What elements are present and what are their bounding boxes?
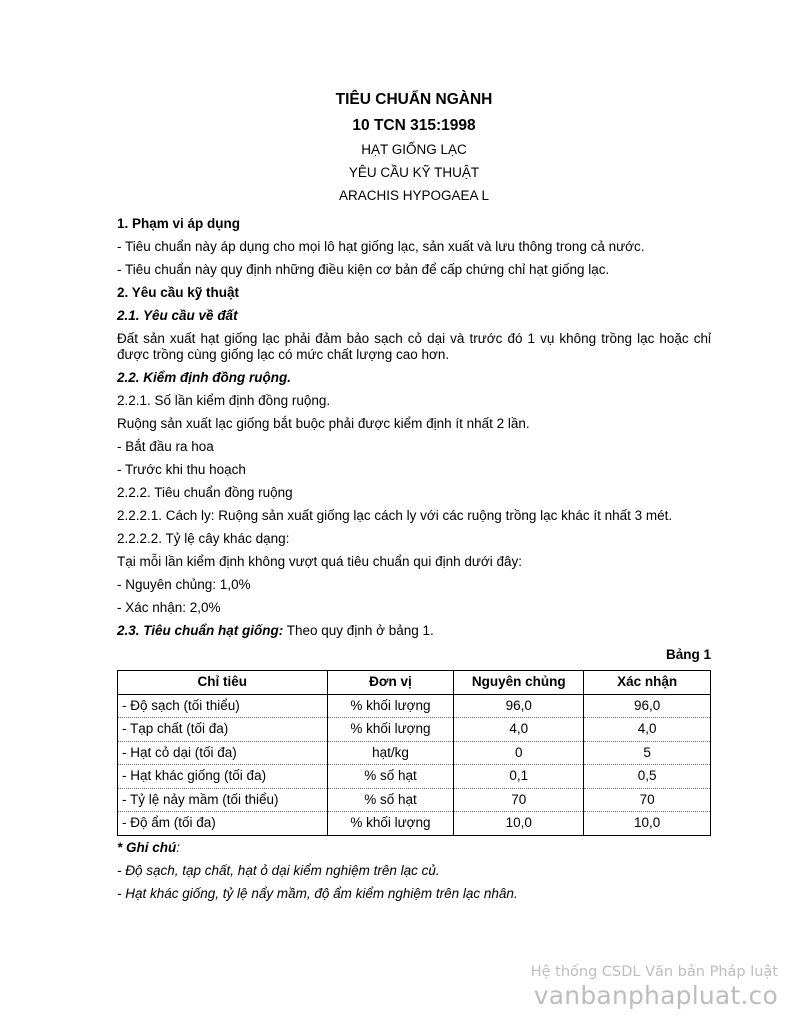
table-cell: - Hạt cỏ dại (tối đa): [118, 741, 328, 765]
document-subtitle-2: YÊU CẦU KỸ THUẬT: [348, 165, 480, 180]
notes-label: [117, 840, 711, 856]
table-cell: 70: [454, 788, 584, 812]
section-2-heading: 2. Yêu cầu kỹ thuật: [117, 285, 240, 300]
table-cell: 4,0: [454, 718, 584, 742]
note-1: - Độ sạch, tạp chất, hạt ỏ dại kiểm nghiệm trên lạc củ.: [117, 862, 440, 878]
table-cell: % số hạt: [327, 788, 454, 812]
table-caption: Bảng 1: [665, 647, 711, 662]
notes-label-colon: :: [176, 839, 181, 855]
table-row: [118, 741, 711, 765]
table-cell: 0: [454, 741, 584, 765]
table-row: [118, 812, 711, 836]
document-page: [117, 92, 711, 902]
table-cell: hạt/kg: [327, 741, 454, 765]
section-2-2-2-1: 2.2.2.1. Cách ly: Ruộng sản xuất giống lạc cách ly với các ruộng trồng lạc khác ít nhất 3 mét.: [117, 508, 673, 523]
section-1-paragraph-1: - Tiêu chuẩn này áp dụng cho mọi lô hạt giống lạc, sản xuất và lưu thông trong cả nước.: [117, 239, 645, 254]
table-cell: - Độ ẩm (tối đa): [118, 812, 328, 836]
table-header-cell: Đơn vị: [327, 671, 454, 695]
table-cell: 5: [584, 741, 711, 765]
table-cell: - Độ sạch (tối thiểu): [118, 694, 328, 718]
table-header-cell: Xác nhận: [584, 671, 711, 695]
section-1-heading: 1. Phạm vi áp dụng: [117, 216, 241, 231]
section-2-1-heading: 2.1. Yêu cầu về đất: [117, 308, 238, 323]
section-2-2-1-item-2: - Trước khi thu hoạch: [117, 462, 246, 477]
section-2-3-heading: 2.3. Tiêu chuẩn hạt giống:: [117, 623, 284, 638]
section-2-2-heading: 2.2. Kiểm định đồng ruộng.: [117, 370, 291, 385]
table-row: [118, 718, 711, 742]
document-subtitle-1: HẠT GIỐNG LẠC: [361, 142, 467, 157]
watermark-line-1: Hệ thống CSDL Văn bản Pháp luật: [530, 964, 778, 980]
document-title: TIÊU CHUẨN NGÀNH: [335, 91, 493, 108]
table-cell: 10,0: [454, 812, 584, 836]
table-cell: % số hạt: [327, 765, 454, 789]
table-cell: 96,0: [454, 694, 584, 718]
section-2-2-1: 2.2.1. Số lần kiểm định đồng ruộng.: [117, 393, 331, 408]
section-2-2-1-text: Ruộng sản xuất lạc giống bắt buộc phải được kiểm định ít nhất 2 lần.: [117, 416, 530, 431]
section-2-1-text: Đất sản xuất hạt giống lạc phải đảm bảo sạch cỏ dại và trước đó 1 vụ không trồng lạc hoặc chỉ được trồng cùng giống lạc có mức chất lượng cao hơn.: [117, 331, 711, 362]
table-header-row: [118, 671, 711, 695]
note-2: - Hạt khác giống, tỷ lệ nẩy mầm, độ ẩm kiểm nghiệm trên lạc nhân.: [117, 885, 518, 901]
section-2-3-text: Theo quy định ở bảng 1.: [283, 623, 434, 638]
section-2-2-2-2: 2.2.2.2. Tỷ lệ cây khác dạng:: [117, 531, 290, 546]
table-header-cell: Chỉ tiêu: [118, 671, 328, 695]
document-code: 10 TCN 315:1998: [352, 117, 476, 134]
table-cell: % khối lượng: [327, 694, 454, 718]
table-cell: 70: [584, 788, 711, 812]
table-cell: 4,0: [584, 718, 711, 742]
section-2-2-2: 2.2.2. Tiêu chuẩn đồng ruộng: [117, 485, 293, 500]
section-2-2-2-2-item-2: - Xác nhận: 2,0%: [117, 600, 221, 615]
table-cell: 0,1: [454, 765, 584, 789]
section-1-paragraph-2: - Tiêu chuẩn này quy định những điều kiện cơ bản để cấp chứng chỉ hạt giống lạc.: [117, 262, 610, 277]
table-cell: 0,5: [584, 765, 711, 789]
table-row: [118, 765, 711, 789]
table-cell: 10,0: [584, 812, 711, 836]
section-2-2-2-2-item-1: - Nguyên chủng: 1,0%: [117, 577, 251, 592]
table-cell: % khối lượng: [327, 718, 454, 742]
table-header-cell: Nguyên chủng: [454, 671, 584, 695]
section-2-2-2-2-text: Tại mỗi lần kiểm định không vượt quá tiêu chuẩn qui định dưới đây:: [117, 554, 523, 569]
table-cell: - Hạt khác giống (tối đa): [118, 765, 328, 789]
table-row: [118, 788, 711, 812]
table-cell: % khối lượng: [327, 812, 454, 836]
section-2-2-1-item-1: - Bắt đầu ra hoa: [117, 439, 214, 454]
section-2-3: [117, 623, 711, 639]
notes-label-text: * Ghi chú: [117, 839, 177, 855]
table-cell: 96,0: [584, 694, 711, 718]
table-cell: - Tạp chất (tối đa): [118, 718, 328, 742]
site-watermark: [531, 963, 778, 1011]
watermark-line-2: vanbanphapluat.co: [533, 981, 778, 1010]
document-subtitle-3: ARACHIS HYPOGAEA L: [338, 188, 490, 203]
table-row: [118, 694, 711, 718]
table-cell: - Tỷ lệ nảy mầm (tối thiểu): [118, 788, 328, 812]
seed-standard-table: [117, 670, 711, 836]
